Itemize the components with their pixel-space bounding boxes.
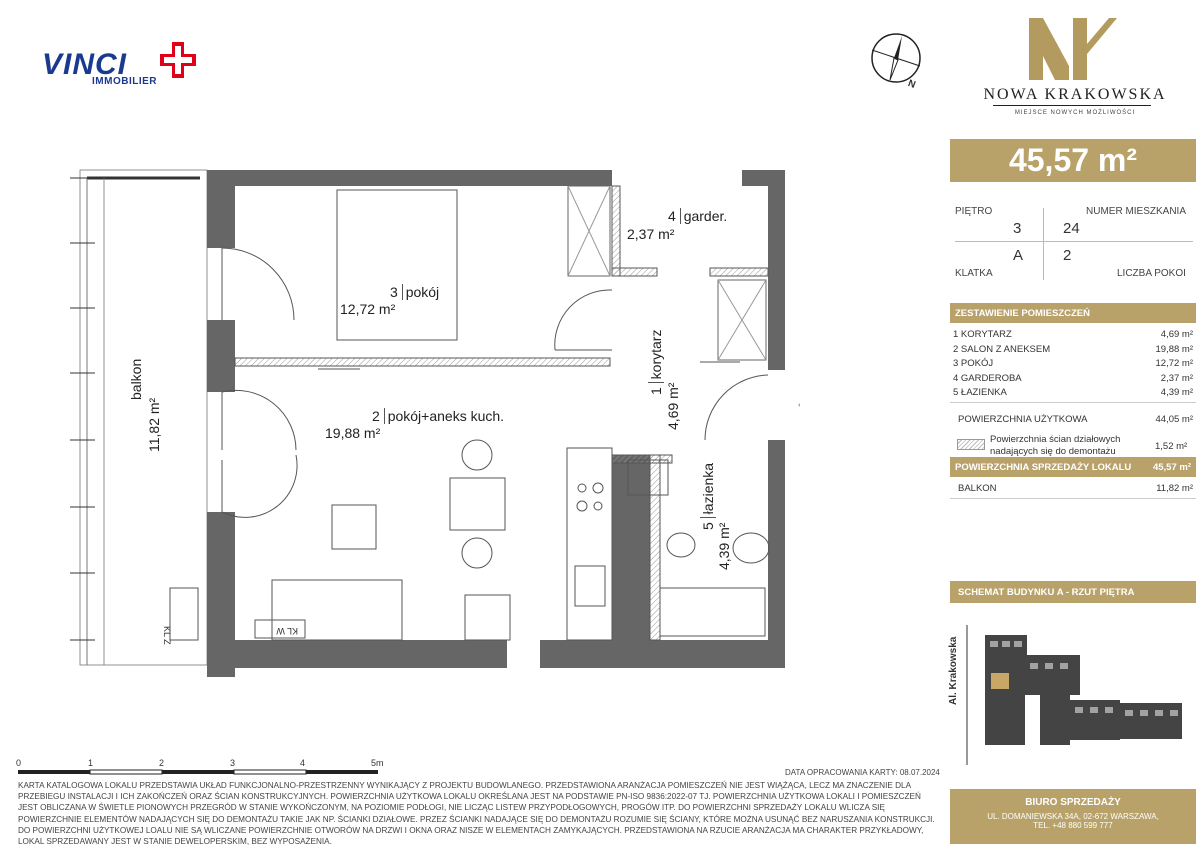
balcony-value: 11,82 m² [1156,483,1193,494]
balcony [70,170,305,665]
room3-area: 12,72 m² [340,301,396,317]
room4-area: 2,37 m² [627,226,675,242]
hatch-swatch [957,439,985,450]
room-name: 2 SALON Z ANEKSEM [953,344,1051,355]
rooms-count-value: 2 [1063,247,1072,264]
room2-area: 19,88 m² [325,425,381,441]
dining-table [272,440,505,640]
usable-area-row [958,414,1193,425]
room-area: 12,72 m² [1155,358,1193,369]
apartment-area-badge: 45,57 m² [950,139,1196,182]
apartment-number-label: NUMER MIESZKANIA [1086,206,1187,217]
scale-tick: 5m [371,758,384,768]
klw-marker: KL W [276,626,298,636]
sales-office-phone: TEL. +48 880 599 777 [1033,821,1113,830]
scale-tick: 1 [88,758,94,768]
sales-office-heading: BIURO SPRZEDAŻY [1025,797,1121,808]
nowa-krakowska-logo-text: NOWA KRAKOWSKA [983,86,1167,103]
usable-area-label: POWIERZCHNIA UŻYTKOWA [958,414,1088,425]
room1-area: 4,69 m² [665,382,681,430]
floor-label: PIĘTRO [955,206,993,217]
nowa-krakowska-logo-icon [1025,14,1117,84]
room-row [953,387,1193,398]
sale-area-row [950,457,1196,477]
room-name: 4 GARDEROBA [953,373,1022,384]
street-label: Al. Krakowska [948,636,959,705]
kitchen [465,448,612,640]
apartment-number-value: 24 [1063,220,1080,237]
room-area: 2,37 m² [1160,373,1193,384]
bed [337,190,457,340]
sale-area-label: POWIERZCHNIA SPRZEDAŻY LOKALU [955,461,1132,473]
stair-value: A [1013,247,1024,264]
logo-divider [993,105,1151,106]
sale-area-value: 45,57 m² [1152,461,1191,473]
building-schema-heading: SCHEMAT BUDYNKU A - RZUT PIĘTRA [950,581,1196,603]
apartment-highlight [991,673,1009,689]
room-area: 4,39 m² [1160,387,1193,398]
balcony-plan-area: 11,82 m² [146,397,162,452]
balcony-label: BALKON [958,483,997,494]
room5-area: 4,39 m² [716,522,732,570]
nowa-krakowska-tagline: MIEJSCE NOWYCH MOŻLIWOŚCI [1014,110,1136,116]
disclaimer-text: KARTA KATALOGOWA LOKALU PRZEDSTAWIA UKŁAD FUNKCJONALNO-PRZESTRZENNY WYNIKAJĄCY Z PROJEKTU BUDOWLANEGO. PRZEDSTAWIONA ARANŻACJA POMIESZCZEŃ NIE JEST WIĄŻĄCA, LECZ MA ZNACZENIE DLA PRZEBIEGU INSTALACJI I ICH ZAKOŃCZEŃ ORAZ ŚCIAN KONSTRUKCYJNYCH. POWIERZCHNIA UŻYTKOWA LOKALU OKREŚLANA JEST NA PODSTAWIE PN-ISO 9836:2022-07 TJ. POWIERZCHNIA UŻYTKOWA LOKALI I POMIESZCZEŃ JEST OBLICZANA W ŚWIETLE PIONOWYCH PRZEGRÓD W STANIE WYKOŃCZONYM, NA POZIOMIE PODŁOGI, NIE LICZĄC LISTEW PRZYPODŁOGOWYCH, PROGÓW ITP. DO POWIERZCHNI SPRZEDAŻY LOKALU WLICZA SIĘ POWIERZCHNIE ELEMENTÓW NADAJĄCYCH SIĘ DO DEMONTAŻU TAKIE JAK NP. ŚCIANKI DZIAŁOWE. PRZEZ ŚCIANKI NADAJĄCE SIĘ DO DEMONTAŻU ROZUMIE SIĘ ŚCIANY, KTÓRE MOŻNA USUNĄĆ BEZ NARUSZANIA KONSTRUKCJI. DO POWIERZCHNI UŻYTKOWEJ LOALU NIE SĄ WLICZANE POWIERZCHNIE OTWORÓW NA DRZWI I OKNA ORAZ NISZE W ELEMENTACH ZAMYKAJĄCYCH. PRZEDSTAWIONA NA RZUCIE ARANŻACJA MA CHARAKTER PRZYKŁADOWY, LOKAL SPRZEDAWANY JEST W STANIE DEWELOPERSKIM, BEZ WYPOSAŻENIA. [18,781,935,847]
room3-label: 3 pokój [390,284,440,300]
room-name: 5 ŁAZIENKA [953,387,1007,398]
room2-label: 2 pokój+aneks kuch. [372,408,505,424]
compass-north-letter: N [906,78,917,91]
scale-tick: 3 [230,758,236,768]
rooms-table-heading: ZESTAWIENIE POMIESZCZEŃ [950,303,1196,323]
room-name: 3 POKÓJ [953,358,994,369]
room5-label: 5 łazienka [700,462,716,530]
balcony-plan-label: balkon [128,358,144,400]
room-name: 1 KORYTARZ [953,329,1012,340]
building-schema-diagram [950,615,1196,775]
room-row [953,373,1193,384]
sales-office-address: UL. DOMANIEWSKA 34A, 02-672 WARSZAWA, [987,812,1159,821]
card-date: DATA OPRACOWANIA KARTY: 08.07.2024 [785,768,940,777]
room-row [953,329,1193,340]
info-horizontal-divider [955,241,1193,242]
walls-value: 1,52 m² [1155,441,1188,452]
compass-icon [868,30,932,94]
scale-tick: 2 [159,758,165,768]
klz-marker: KL Z [162,626,172,645]
room-area: 19,88 m² [1155,344,1193,355]
usable-area-value: 44,05 m² [1155,414,1193,425]
balcony-row [958,483,1193,494]
scale-tick: 4 [300,758,306,768]
scale-tick: 0 [16,758,22,768]
table-divider [950,498,1196,499]
room4-label: 4 garder. [668,208,728,224]
rooms-count-label: LICZBA POKOI [1117,268,1186,279]
scale-bar [18,768,383,778]
vinci-logo-subtitle: IMMOBILIER [92,76,157,87]
room1-label: 1 korytarz [648,329,664,395]
room-row [953,358,1193,369]
room-area: 4,69 m² [1160,329,1193,340]
table-divider [950,402,1196,403]
info-vertical-divider [1043,208,1044,280]
entrance-arrow-icon [798,388,800,422]
sales-office-box [950,789,1196,844]
vinci-logo-text: VINCI [42,48,128,81]
doors [222,248,768,517]
room-row [953,344,1193,355]
walls-label: Powierzchnia ścian działowych nadających się do demontażu [990,434,1121,457]
floor-value: 3 [1013,220,1022,237]
stair-label: KLATKA [955,268,993,279]
